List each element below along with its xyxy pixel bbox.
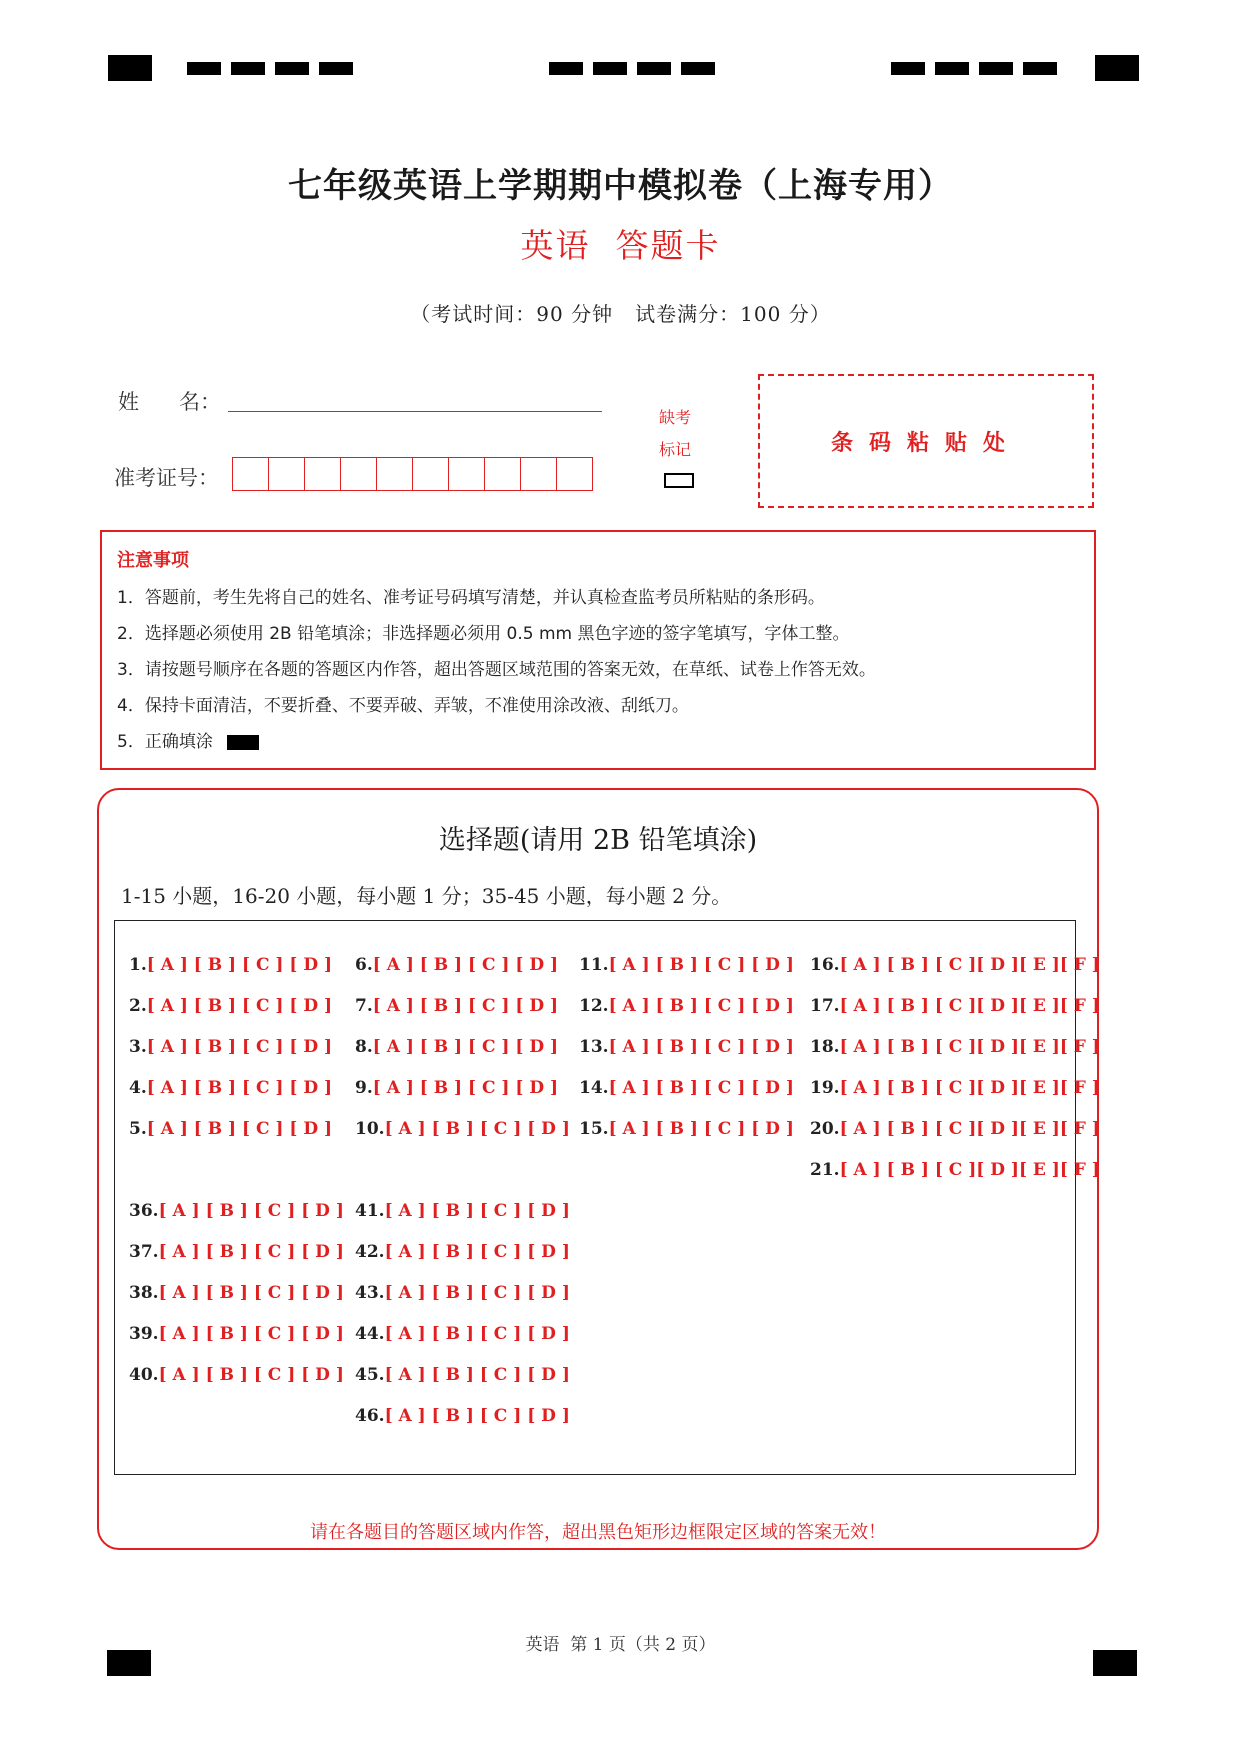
question-row[interactable] [810, 955, 1100, 975]
answer-options[interactable]: [ A ] [ B ] [ C ] [ D ] [384, 1119, 570, 1139]
question-row[interactable] [355, 1365, 570, 1385]
id-digit-box[interactable] [521, 458, 557, 490]
question-row[interactable] [810, 1078, 1100, 1098]
answer-options[interactable]: [ A ] [ B ] [ C ] [ D ] [146, 1037, 333, 1057]
registration-mark [108, 55, 152, 81]
answer-options[interactable]: [ A ] [ B ] [ C ] [ D ] [608, 1119, 794, 1139]
answer-options[interactable]: [ A ] [ B ] [ C ] [ D ] [146, 1119, 333, 1139]
barcode-area [758, 374, 1094, 508]
answer-options[interactable]: [ A ] [ B ] [ C ] [ D ] [372, 996, 559, 1016]
timing-mark [935, 62, 969, 75]
question-number: 2. [129, 996, 147, 1016]
answer-options[interactable]: [ A ] [ B ] [ C ] [ D ] [384, 1283, 570, 1303]
question-number: 4. [129, 1078, 147, 1098]
absent-mark-label-line2: 标记 [659, 440, 692, 459]
question-number: 40. [129, 1365, 159, 1385]
question-number: 18. [810, 1037, 840, 1057]
answer-area-warning: 请在各题目的答题区域内作答，超出黑色矩形边框限定区域的答案无效！ [310, 1522, 886, 1543]
answer-options[interactable]: [ A ] [ B ] [ C ] [ D ] [372, 1037, 559, 1057]
answer-options[interactable]: [ A ] [ B ] [ C ] [ D ] [384, 1324, 570, 1344]
question-number: 6. [355, 955, 373, 975]
answer-options[interactable]: [ A ] [ B ] [ C ][ D ][ E ][ F ] [839, 955, 1100, 975]
question-number: 39. [129, 1324, 159, 1344]
notice-item: 1．答题前，考生先将自己的姓名、准考证号码填写清楚，并认真检查监考员所粘贴的条形码。 [117, 588, 825, 608]
answer-options[interactable]: [ A ] [ B ] [ C ] [ D ] [608, 1037, 794, 1057]
id-digit-box[interactable] [233, 458, 269, 490]
question-number: 10. [355, 1119, 385, 1139]
answer-options[interactable]: [ A ] [ B ] [ C ][ D ][ E ][ F ] [839, 1078, 1100, 1098]
name-label: 姓 名： [118, 390, 222, 414]
notice-item-text: 5．正确填涂 [117, 732, 213, 752]
question-number: 44. [355, 1324, 385, 1344]
question-number: 12. [579, 996, 609, 1016]
id-digit-box[interactable] [557, 458, 592, 490]
question-number: 16. [810, 955, 840, 975]
id-digit-box[interactable] [377, 458, 413, 490]
page-footer: 英语 第 1 页（共 2 页） [525, 1635, 716, 1655]
answer-options[interactable]: [ A ] [ B ] [ C ] [ D ] [158, 1242, 344, 1262]
timing-mark [231, 62, 265, 75]
choice-section-title: 选择题(请用 2B 铅笔填涂) [438, 825, 758, 856]
question-row[interactable] [129, 996, 332, 1016]
answer-options[interactable]: [ A ] [ B ] [ C ] [ D ] [158, 1365, 344, 1385]
choice-section-description: 1-15 小题，16-20 小题，每小题 1 分；35-45 小题，每小题 2 分。 [121, 884, 732, 908]
question-row[interactable] [129, 1037, 332, 1057]
question-row[interactable] [355, 1119, 570, 1139]
choice-section [97, 788, 1099, 1550]
answer-options[interactable]: [ A ] [ B ] [ C ] [ D ] [384, 1201, 570, 1221]
question-number: 7. [355, 996, 373, 1016]
question-row[interactable] [579, 1037, 794, 1057]
answer-options[interactable]: [ A ] [ B ] [ C ][ D ][ E ][ F ] [839, 996, 1100, 1016]
question-row[interactable] [355, 1283, 570, 1303]
question-row[interactable] [579, 1078, 794, 1098]
answer-options[interactable]: [ A ] [ B ] [ C ] [ D ] [158, 1324, 344, 1344]
question-row[interactable] [129, 1119, 332, 1139]
answer-options[interactable]: [ A ] [ B ] [ C ][ D ][ E ][ F ] [839, 1160, 1100, 1180]
question-row[interactable] [129, 1201, 344, 1221]
notice-title: 注意事项 [117, 550, 189, 571]
question-row[interactable] [810, 1160, 1100, 1180]
question-row[interactable] [355, 996, 558, 1016]
question-number: 36. [129, 1201, 159, 1221]
name-field[interactable] [228, 411, 602, 412]
question-row[interactable] [355, 955, 558, 975]
answer-options[interactable]: [ A ] [ B ] [ C ] [ D ] [608, 996, 794, 1016]
question-row[interactable] [355, 1201, 570, 1221]
answer-options[interactable]: [ A ] [ B ] [ C ] [ D ] [384, 1365, 570, 1385]
answer-options[interactable]: [ A ] [ B ] [ C ] [ D ] [146, 996, 333, 1016]
question-number: 14. [579, 1078, 609, 1098]
notice-panel [100, 530, 1096, 770]
question-row[interactable] [579, 1119, 794, 1139]
id-digit-box[interactable] [485, 458, 521, 490]
notice-item: 4．保持卡面清洁，不要折叠、不要弄破、弄皱，不准使用涂改液、刮纸刀。 [117, 696, 689, 716]
question-number: 41. [355, 1201, 385, 1221]
question-row[interactable] [129, 1324, 344, 1344]
question-number: 11. [579, 955, 609, 975]
question-number: 5. [129, 1119, 147, 1139]
question-row[interactable] [129, 1242, 344, 1262]
question-row[interactable] [355, 1242, 570, 1262]
question-row[interactable] [355, 1078, 558, 1098]
question-number: 42. [355, 1242, 385, 1262]
absent-mark-label-line1: 缺考 [659, 408, 692, 427]
answer-sheet-subtitle: 英语 答题卡 [520, 226, 721, 265]
question-number: 9. [355, 1078, 373, 1098]
barcode-label: 条码粘贴处 [830, 429, 1021, 456]
question-row[interactable] [129, 1078, 332, 1098]
registration-mark [1095, 55, 1139, 81]
question-row[interactable] [810, 996, 1100, 1016]
absent-mark-box[interactable] [664, 473, 694, 488]
question-row[interactable] [579, 996, 794, 1016]
answer-options[interactable]: [ A ] [ B ] [ C ] [ D ] [146, 955, 333, 975]
timing-mark [187, 62, 221, 75]
exam-title: 七年级英语上学期期中模拟卷（上海专用） [288, 166, 953, 206]
exam-id-label: 准考证号： [114, 466, 219, 490]
question-number: 21. [810, 1160, 840, 1180]
answer-options[interactable]: [ A ] [ B ] [ C ] [ D ] [372, 1078, 559, 1098]
question-number: 15. [579, 1119, 609, 1139]
timing-mark [549, 62, 583, 75]
question-row[interactable] [355, 1037, 558, 1057]
id-digit-box[interactable] [341, 458, 377, 490]
answer-options[interactable]: [ A ] [ B ] [ C ][ D ][ E ][ F ] [839, 1037, 1100, 1057]
answer-options[interactable]: [ A ] [ B ] [ C ] [ D ] [608, 955, 794, 975]
answer-grid [114, 920, 1100, 1475]
answer-options[interactable]: [ A ] [ B ] [ C ] [ D ] [608, 1078, 794, 1098]
answer-options[interactable]: [ A ] [ B ] [ C ] [ D ] [384, 1242, 570, 1262]
notice-item-fill-example [117, 727, 259, 752]
question-number: 38. [129, 1283, 159, 1303]
timing-mark [637, 62, 671, 75]
question-row[interactable] [355, 1324, 570, 1344]
question-number: 13. [579, 1037, 609, 1057]
answer-options[interactable]: [ A ] [ B ] [ C ] [ D ] [384, 1406, 570, 1426]
answer-options[interactable]: [ A ] [ B ] [ C ] [ D ] [158, 1283, 344, 1303]
correct-fill-sample [227, 735, 259, 750]
notice-item: 3．请按题号顺序在各题的答题区内作答，超出答题区域范围的答案无效，在草纸、试卷上作答无效。 [117, 660, 876, 680]
question-row[interactable] [810, 1119, 1100, 1139]
timing-mark [593, 62, 627, 75]
timing-mark [319, 62, 353, 75]
question-row[interactable] [810, 1037, 1100, 1057]
question-number: 46. [355, 1406, 385, 1426]
id-digit-box[interactable] [305, 458, 341, 490]
question-number: 17. [810, 996, 840, 1016]
question-row[interactable] [129, 955, 332, 975]
timing-mark [891, 62, 925, 75]
question-number: 43. [355, 1283, 385, 1303]
question-number: 45. [355, 1365, 385, 1385]
question-number: 19. [810, 1078, 840, 1098]
exam-id-boxes[interactable] [232, 457, 593, 491]
id-digit-box[interactable] [413, 458, 449, 490]
question-row[interactable] [579, 955, 794, 975]
question-number: 20. [810, 1119, 840, 1139]
timing-mark [275, 62, 309, 75]
question-row[interactable] [129, 1283, 344, 1303]
answer-options[interactable]: [ A ] [ B ] [ C ] [ D ] [158, 1201, 344, 1221]
question-number: 37. [129, 1242, 159, 1262]
question-number: 1. [129, 955, 147, 975]
question-number: 3. [129, 1037, 147, 1057]
timing-mark [979, 62, 1013, 75]
notice-item: 2．选择题必须使用 2B 铅笔填涂；非选择题必须用 0.5 mm 黑色字迹的签字笔填写，字体工整。 [117, 624, 850, 644]
id-digit-box[interactable] [269, 458, 305, 490]
exam-info: （考试时间：90 分钟 试卷满分：100 分） [410, 302, 831, 326]
question-number: 8. [355, 1037, 373, 1057]
answer-options[interactable]: [ A ] [ B ] [ C ][ D ][ E ][ F ] [839, 1119, 1100, 1139]
timing-mark [681, 62, 715, 75]
question-row[interactable] [355, 1406, 570, 1426]
question-row[interactable] [129, 1365, 344, 1385]
answer-options[interactable]: [ A ] [ B ] [ C ] [ D ] [372, 955, 559, 975]
answer-options[interactable]: [ A ] [ B ] [ C ] [ D ] [146, 1078, 333, 1098]
timing-mark [1023, 62, 1057, 75]
id-digit-box[interactable] [449, 458, 485, 490]
